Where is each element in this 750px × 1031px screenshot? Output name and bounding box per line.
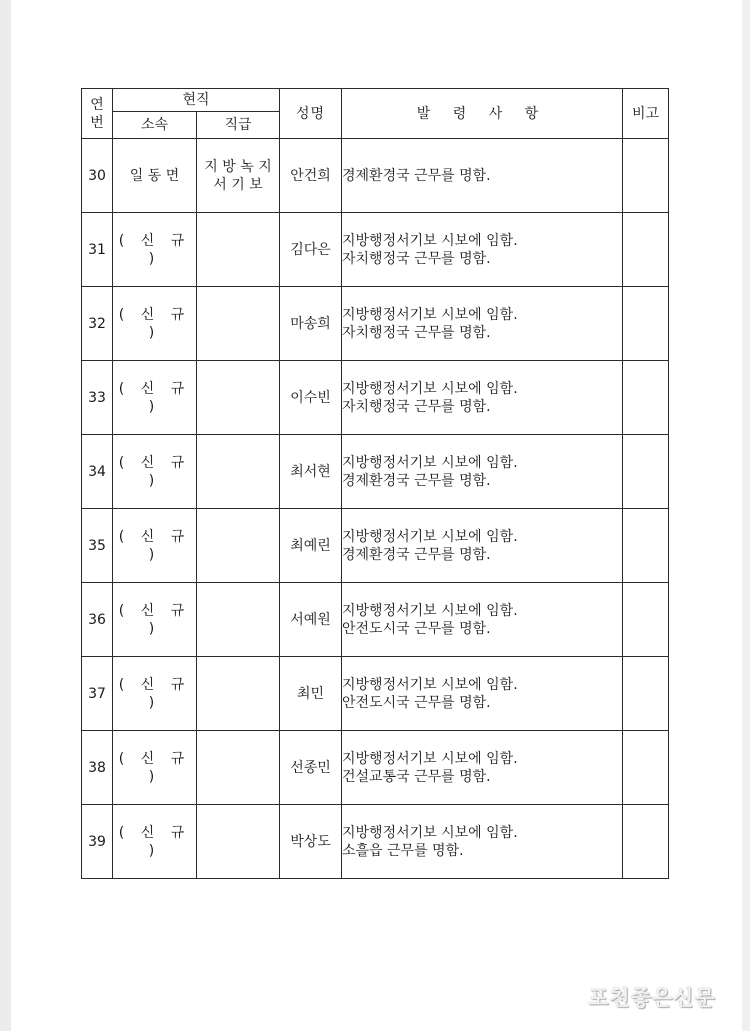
appointment-line: 지방행정서기보 시보에 임함. [342,528,518,545]
rank-cell [197,435,280,509]
rank-cell [197,657,280,731]
header-appointment-details: 발 령 사 항 [342,89,623,139]
appointment-cell [342,213,623,287]
table-row [82,361,669,435]
affiliation-cell: ( 신 규 ) [113,509,197,583]
appointment-cell [342,139,623,213]
serial-number: 34 [82,435,113,509]
rank-cell [197,287,280,361]
remarks-cell [623,361,669,435]
table-row [82,731,669,805]
appointment-line: 지방행정서기보 시보에 임함. [342,306,518,323]
header-serial-number [82,89,113,139]
remarks-cell [623,805,669,879]
affiliation-cell: ( 신 규 ) [113,731,197,805]
remarks-cell [623,139,669,213]
appointment-line: 경제환경국 근무를 명함. [342,472,491,489]
serial-number: 38 [82,731,113,805]
serial-number: 33 [82,361,113,435]
affiliation-cell: ( 신 규 ) [113,435,197,509]
appointment-line: 지방행정서기보 시보에 임함. [342,824,518,841]
name-cell: 최예린 [280,509,342,583]
serial-number: 32 [82,287,113,361]
table-row [82,509,669,583]
appointment-cell [342,361,623,435]
appointment-line: 안전도시국 근무를 명함. [342,694,491,711]
header-remarks: 비고 [623,89,669,139]
appointment-cell [342,509,623,583]
appointment-line: 자치행정국 근무를 명함. [342,250,491,267]
serial-number: 30 [82,139,113,213]
name-cell: 최서현 [280,435,342,509]
serial-number: 36 [82,583,113,657]
rank-cell [197,509,280,583]
appointment-line: 안전도시국 근무를 명함. [342,620,491,637]
serial-number: 31 [82,213,113,287]
remarks-cell [623,287,669,361]
name-cell: 마송희 [280,287,342,361]
remarks-cell [623,583,669,657]
table-row [82,139,669,213]
name-cell: 박상도 [280,805,342,879]
appointment-line: 경제환경국 근무를 명함. [342,167,491,184]
name-cell: 이수빈 [280,361,342,435]
table-row [82,657,669,731]
appointment-line: 건설교통국 근무를 명함. [342,768,491,785]
rank-cell: 지 방 녹 지 서 기 보 [197,139,280,213]
appointment-line: 지방행정서기보 시보에 임함. [342,232,518,249]
affiliation-cell: ( 신 규 ) [113,805,197,879]
right-page-edge [742,0,750,1031]
newspaper-watermark: 포천좋은신문 [588,986,716,1010]
appointment-line: 지방행정서기보 시보에 임함. [342,602,518,619]
appointment-cell [342,657,623,731]
personnel-order-table [81,88,669,879]
appointment-cell [342,287,623,361]
rank-cell [197,583,280,657]
appointment-line: 자치행정국 근무를 명함. [342,398,491,415]
affiliation-cell: ( 신 규 ) [113,361,197,435]
appointment-cell [342,731,623,805]
name-cell: 최민 [280,657,342,731]
appointment-line: 자치행정국 근무를 명함. [342,324,491,341]
name-cell: 안건희 [280,139,342,213]
appointment-cell [342,805,623,879]
appointment-line: 지방행정서기보 시보에 임함. [342,380,518,397]
remarks-cell [623,435,669,509]
rank-cell [197,361,280,435]
remarks-cell [623,509,669,583]
table-row [82,213,669,287]
table-row [82,435,669,509]
appointment-line: 소흘읍 근무를 명함. [342,842,464,859]
table-row [82,287,669,361]
left-page-edge [0,0,11,1031]
table-row [82,583,669,657]
appointment-cell [342,583,623,657]
affiliation-cell: ( 신 규 ) [113,213,197,287]
header-name: 성명 [280,89,342,139]
appointment-line: 지방행정서기보 시보에 임함. [342,676,518,693]
name-cell: 김다은 [280,213,342,287]
header-serial-number-label: 연 번 [90,96,104,131]
affiliation-cell: 일 동 면 [113,139,197,213]
appointment-line: 지방행정서기보 시보에 임함. [342,750,518,767]
rank-cell [197,731,280,805]
affiliation-cell: ( 신 규 ) [113,287,197,361]
serial-number: 35 [82,509,113,583]
name-cell: 서예원 [280,583,342,657]
rank-cell [197,805,280,879]
affiliation-cell: ( 신 규 ) [113,657,197,731]
header-affiliation: 소속 [113,112,197,139]
remarks-cell [623,731,669,805]
header-current-position: 현직 [113,89,280,112]
table-body [82,139,669,879]
table-row [82,805,669,879]
appointment-line: 경제환경국 근무를 명함. [342,546,491,563]
affiliation-cell: ( 신 규 ) [113,583,197,657]
remarks-cell [623,657,669,731]
name-cell: 선종민 [280,731,342,805]
appointment-cell [342,435,623,509]
serial-number: 37 [82,657,113,731]
rank-cell [197,213,280,287]
header-rank: 직급 [197,112,280,139]
serial-number: 39 [82,805,113,879]
remarks-cell [623,213,669,287]
appointment-line: 지방행정서기보 시보에 임함. [342,454,518,471]
